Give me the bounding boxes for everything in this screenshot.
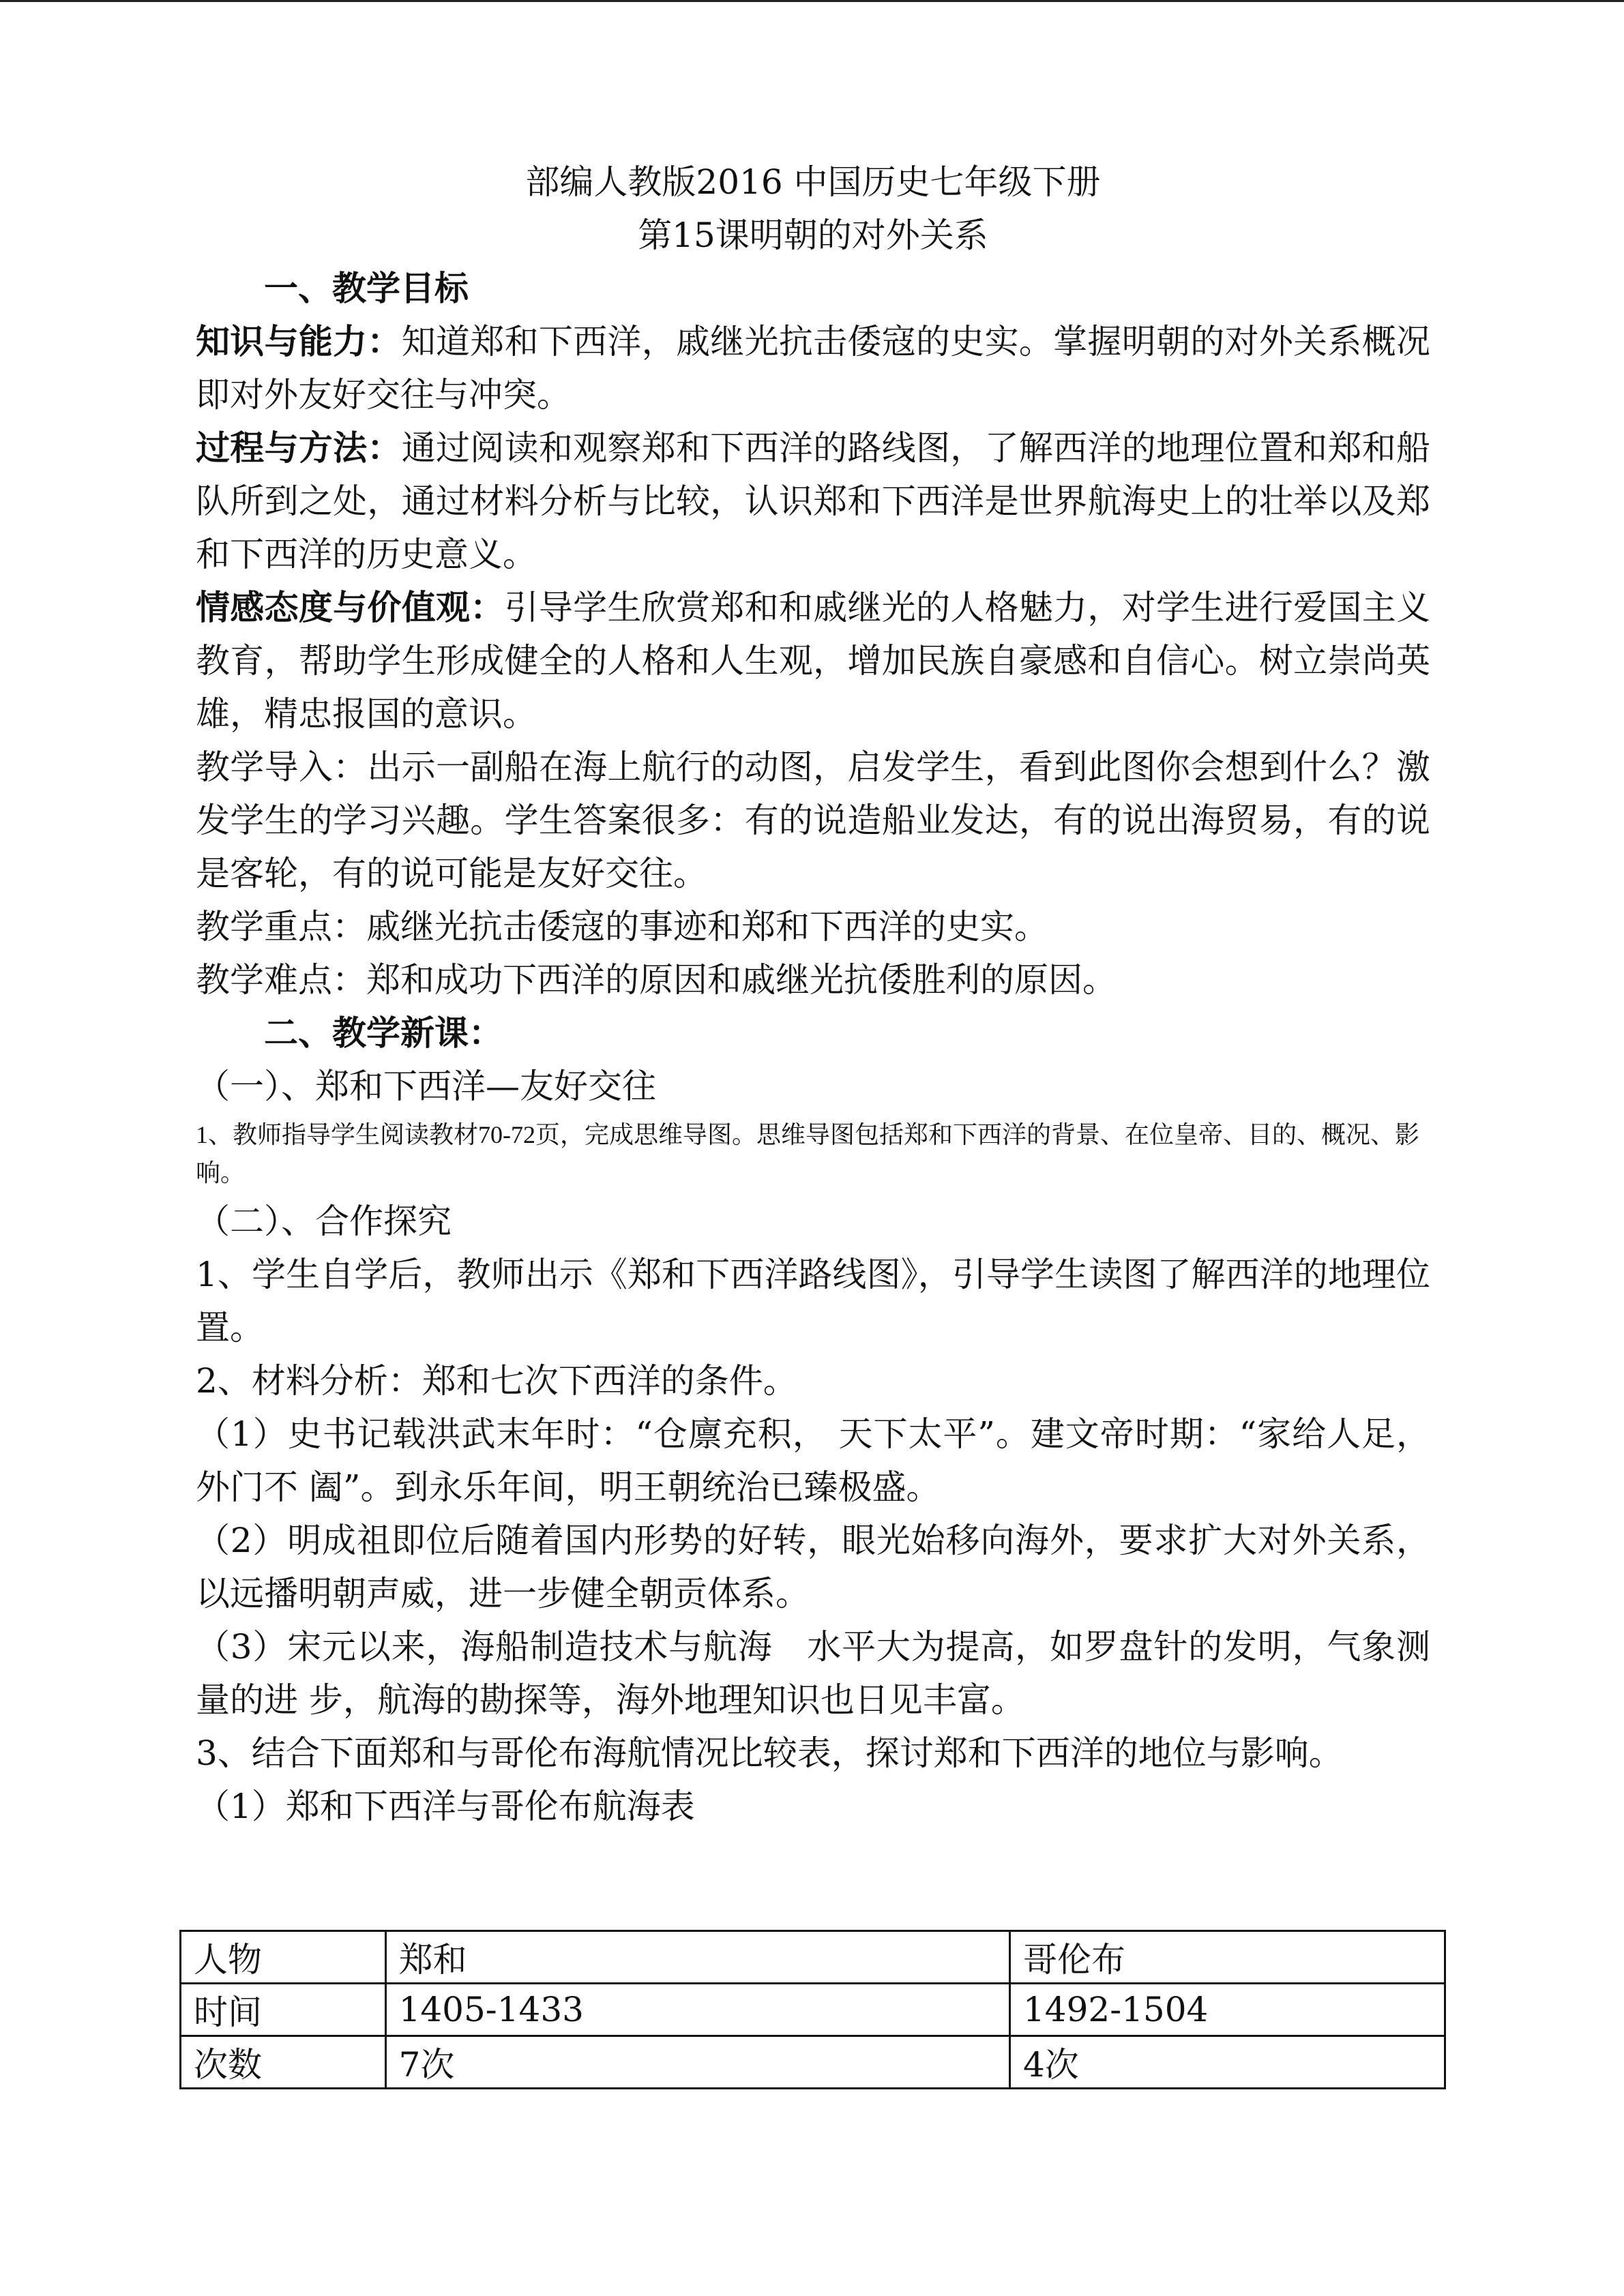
part1-item: 1、教师指导学生阅读教材70-72页，完成思维导图。思维导图包括郑和下西洋的背景、在位皇帝、目的、概况、影响。 — [196, 1121, 1419, 1187]
document-title: 部编人教版2016 中国历史七年级下册 — [525, 162, 1101, 202]
objective-label: 情感态度与价值观： — [196, 587, 505, 627]
teaching-difficulties: 教学难点：郑和成功下西洋的原因和戚继光抗倭胜利的原因。 — [196, 960, 1117, 1000]
condition-3: （3）宋元以来，海船制造技术与航海 水平大为提高，如罗盘针的发明，气象测量的进 步，航海的勘探等，海外地理知识也日见丰富。 — [196, 1627, 1430, 1720]
table-caption: （1）郑和下西洋与哥伦布航海表 — [196, 1787, 695, 1826]
lesson-title: 第15课明朝的对外关系 — [638, 215, 988, 255]
table-cell: 人物 — [181, 1931, 386, 1984]
comparison-table — [179, 1930, 1446, 2089]
teaching-intro: 教学导入：出示一副船在海上航行的动图，启发学生，看到此图你会想到什么？激发学生的学习兴趣。学生答案很多：有的说造船业发达，有的说出海贸易，有的说是客轮，有的说可能是友好交往。 — [196, 747, 1430, 893]
objective-text: 通过阅读和观察郑和下西洋的路线图，了解西洋的地理位置和郑和船队所到之处，通过材料分析与比较，认识郑和下西洋是世界航海史上的壮举以及郑和下西洋的历史意义。 — [196, 428, 1431, 574]
section-heading-objectives: 一、教学目标 — [264, 268, 469, 308]
top-border-line — [0, 0, 1624, 2]
objective-text: 引导学生欣赏郑和和戚继光的人格魅力，对学生进行爱国主义教育，帮助学生形成健全的人格和人生观，增加民族自豪感和自信心。树立崇尚英雄，精忠报国的意识。 — [196, 588, 1431, 734]
table-cell: 4次 — [1009, 2036, 1445, 2089]
table-cell: 哥伦布 — [1009, 1931, 1445, 1984]
table-cell: 7次 — [385, 2036, 1009, 2089]
table-cell: 郑和 — [385, 1931, 1009, 1984]
objective-label: 知识与能力： — [196, 321, 402, 361]
condition-2: （2）明成祖即位后随着国内形势的好转，眼光始移向海外，要求扩大对外关系，以远播明朝声威，进一步健全朝贡体系。 — [196, 1521, 1430, 1613]
document-body — [196, 155, 1430, 1833]
table-cell: 1492-1504 — [1009, 1984, 1445, 2036]
part2-item-map: 1、学生自学后，教师出示《郑和下西洋路线图》，引导学生读图了解西洋的地理位置。 — [196, 1255, 1430, 1347]
part2-item-compare: 3、结合下面郑和与哥伦布海航情况比较表，探讨郑和下西洋的地位与影响。 — [196, 1733, 1343, 1773]
table-cell: 时间 — [181, 1984, 386, 2036]
condition-1: （1）史书记载洪武末年时：“仓廪充积， 天下太平”。建文帝时期：“家给人足，外门不 阖”。到永乐年间，明王朝统治已臻极盛。 — [196, 1414, 1430, 1507]
part2-item-analysis: 2、材料分析：郑和七次下西洋的条件。 — [196, 1361, 797, 1401]
section-heading-new-lesson: 二、教学新课： — [264, 1013, 503, 1053]
table-row — [181, 2036, 1445, 2089]
part2-heading: （二）、合作探究 — [196, 1202, 452, 1241]
part1-heading: （一）、郑和下西洋—友好交往 — [196, 1067, 656, 1106]
objective-emotion — [196, 581, 1430, 741]
objective-process — [196, 421, 1430, 581]
table-row — [181, 1931, 1445, 1984]
objective-label: 过程与方法： — [196, 428, 402, 468]
table-row — [181, 1984, 1445, 2036]
table-cell: 次数 — [181, 2036, 386, 2089]
objective-text: 知道郑和下西洋，戚继光抗击倭寇的史实。掌握明朝的对外关系概况即对外友好交往与冲突。 — [196, 322, 1431, 415]
teaching-key-points: 教学重点：戚继光抗击倭寇的事迹和郑和下西洋的史实。 — [196, 907, 1048, 946]
table-cell: 1405-1433 — [385, 1984, 1009, 2036]
objective-knowledge — [196, 315, 1430, 421]
